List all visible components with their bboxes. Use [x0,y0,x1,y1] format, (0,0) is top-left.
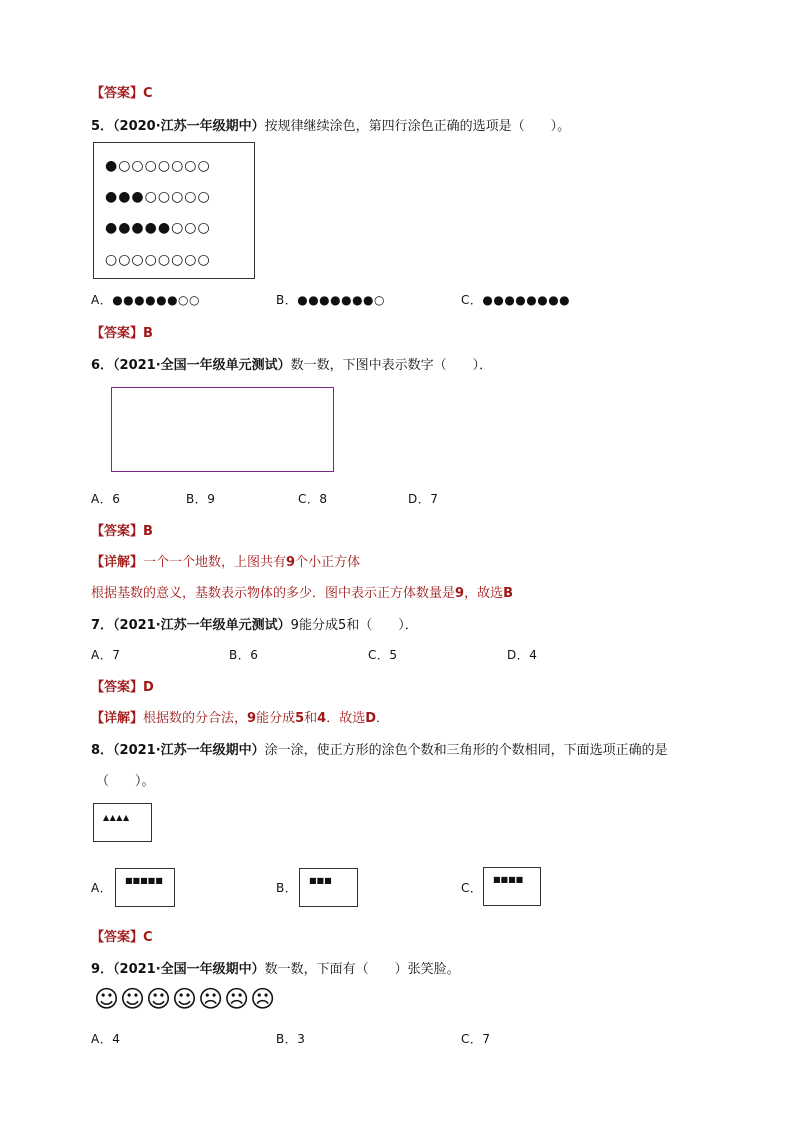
answer-label: 【答案】 [91,930,144,945]
question-text: 涂一涂，使正方形的涂色个数和三角形的个数相同，下面选项正确的是 [264,743,668,758]
option-c: C．7 [461,1032,491,1046]
question-text: 数一数，下图中表示数字（ ）． [290,358,493,373]
triangle-box [93,803,152,842]
answer-6 [91,520,153,539]
answer-value: B [143,326,153,341]
detail-text: 和 [304,711,318,726]
detail-number: 9 [455,586,465,601]
detail-option: B [503,586,513,601]
dot-row-2: ●●●○○○○○ [105,189,211,205]
option-c: C．8 [298,492,328,506]
question-text: 按规律继续涂色，第四行涂色正确的选项是（ ）。 [264,119,571,134]
option-b: B． [276,881,298,895]
answer-value: B [143,524,153,539]
answer-label: 【答案】 [91,86,144,101]
question-source: （2021·全国一年级单元测试） [113,358,291,373]
question-number: 7． [91,618,114,633]
option-a: A．7 [91,648,121,662]
option-a: A． [91,881,113,895]
detail-label: 【详解】 [91,711,144,726]
question-source: （2021·江苏一年级单元测试） [113,618,291,633]
option-d: D．4 [507,648,538,662]
detail-text: ．故选 [326,711,366,726]
question-number: 8． [91,743,114,758]
option-c: C． [461,881,483,895]
detail-number: 4 [317,711,327,726]
question-number: 9． [91,962,114,977]
question-8 [91,739,668,758]
detail-text: ． [376,711,390,726]
question-text: 9能分成5和（ ）． [290,618,418,633]
option-c: C．5 [368,648,398,662]
dot-row-1: ●○○○○○○○ [105,158,211,174]
option-d: D．7 [408,492,439,506]
answer-8 [91,926,153,945]
detail-7 [91,707,389,726]
option-b: B．●●●●●●●○ [276,293,385,307]
option-a: A．6 [91,492,121,506]
detail-text: 能分成 [256,711,296,726]
question-source: （2020·江苏一年级期中） [113,119,265,134]
answer-label: 【答案】 [91,524,144,539]
answer-5 [91,322,153,341]
question-number: 5． [91,119,114,134]
option-c: C．●●●●●●●● [461,293,571,307]
answer-value: D [143,680,154,695]
dot-row-3: ●●●●●○○○ [105,220,211,236]
option-b-box [299,868,358,907]
detail-text: ，故选 [464,586,504,601]
question-source: （2021·江苏一年级期中） [113,743,265,758]
detail-6-line-1 [91,551,360,570]
smiley-faces: ☺☺☺☺☹☹☹ [94,985,277,1013]
option-a-squares: ■■■■■ [125,876,163,885]
answer-label: 【答案】 [91,680,144,695]
option-c-squares: ■■■■ [493,875,524,884]
answer-7 [91,676,154,695]
detail-6-line-2 [91,582,513,601]
answer-value: C [143,930,153,945]
option-b: B．9 [186,492,216,506]
question-6 [91,354,492,373]
detail-text: 个小正方体 [295,555,361,570]
detail-number: 5 [295,711,305,726]
option-a: A．●●●●●●○○ [91,293,200,307]
detail-number: 9 [247,711,257,726]
detail-label: 【详解】 [91,555,144,570]
option-b: B．3 [276,1032,306,1046]
detail-number: 9 [286,555,296,570]
answer-prev [91,82,153,101]
question-text: 数一数，下面有（ ）张笑脸。 [264,962,460,977]
option-b-squares: ■■■ [309,876,332,885]
question-number: 6． [91,358,114,373]
detail-text: 根据基数的意义，基数表示物体的多少．图中表示正方体数量是 [91,586,456,601]
question-8-continued: （ ）。 [96,774,155,789]
detail-option: D [365,711,377,726]
answer-label: 【答案】 [91,326,144,341]
option-b: B．6 [229,648,259,662]
question-7 [91,614,418,633]
option-a: A．4 [91,1032,121,1046]
triangles: ▲▲▲▲ [103,813,130,822]
answer-value: C [143,86,153,101]
detail-text: 根据数的分合法， [143,711,248,726]
option-c-box [483,867,541,906]
question-source: （2021·全国一年级期中） [113,962,265,977]
option-a-box [115,868,175,907]
detail-text: 一个一个地数，上图共有 [143,555,287,570]
question-5 [91,115,570,134]
question-9 [91,958,460,977]
dot-row-4: ○○○○○○○○ [105,252,211,268]
